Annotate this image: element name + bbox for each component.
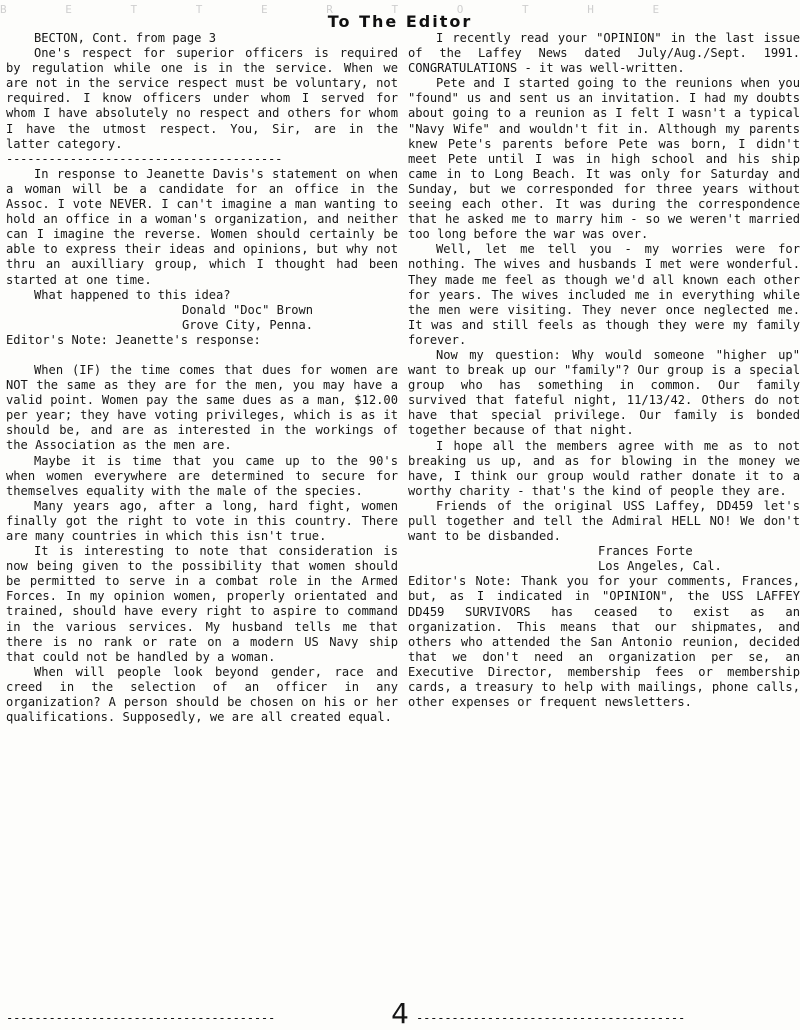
letter-paragraph: Pete and I started going to the reunions when you "found" us and sent us an invitation. I had my doubts about going to a reunion as I felt I wasn't a typical "Navy Wife" and wouldn't fit in. Although my parents knew Pete's parents before Pete was born, I didn't meet Pete until I was in high school and his ship came in to Long Beach. It was only for Saturday and Sunday, but we corresponded for three years without seeing each other. It was during the correspondence that he asked me to marry him - so we weren't married too long before the war was over.: [408, 76, 800, 242]
signature-name: Frances Forte: [598, 544, 693, 559]
editor-note: Editor's Note: Thank you for your comments, Frances, but, as I indicated in "OPINION", the USS LAFFEY DD459 SURVIVORS has ceased to exist as an organization. This means that our shipmates, and others who attended the San Antonio reunion, decided that we don't need an organization per se, an Executive Director, membership fees or membership cards, a treasury to help with mailings, phone calls, other expenses or frequent newsletters.: [408, 574, 800, 710]
response-paragraph: Many years ago, after a long, hard fight, women finally got the right to vote in this country. There are many countries in which this isn't true.: [6, 498, 398, 543]
footer-rule-left: --------------------------------------: [6, 1011, 276, 1025]
letter-paragraph: Friends of the original USS Laffey, DD459 let's pull together and tell the Admiral HELL NO! We don't want to be disbanded.: [408, 498, 800, 544]
letter-paragraph: One's respect for superior officers is required by regulation while one is in the service. When we are not in the service respect must be voluntary, not required. I know officers under whom I served for whom I have absolutely no respect and others for whom I have the utmost respect. You, Sir, are in the latter category.: [6, 46, 398, 151]
letter-paragraph: Well, let me tell you - my worries were for nothing. The wives and husbands I met were wonderful. They made me feel as though we'd all known each other for years. The wives included me in everything while the men were visiting. They never once neglected me. It was and still feels as though they were my family forever.: [408, 242, 800, 347]
letter-paragraph: In response to Jeanette Davis's statement on when a woman will be a candidate for an office in the Assoc. I vote NEVER. I can't imagine a man wanting to hold an office in a woman's organization, and neither can I imagine the reverse. Women should certainly be able to express their ideas and opinions, but why not thru an auxilliary group, which I thought had been started at one time.: [6, 166, 398, 287]
page-title: To The Editor: [327, 12, 473, 31]
response-paragraph: It is interesting to note that consideration is now being given to the possibility that women should be permitted to serve in a combat role in the Armed Forces. In my opinion women, properly orientated and trained, should have every right to aspire to command in the various services. My husband tells me that there is no rank or rate on a modern US Navy ship that could not be handled by a woman.: [6, 544, 398, 664]
bleed-through-header: B E T T E R T O T H E: [0, 3, 686, 16]
right-column: [408, 31, 800, 710]
left-column: [6, 31, 398, 725]
letter-paragraph: What happened to this idea?: [34, 287, 231, 302]
letter-paragraph: I recently read your "OPINION" in the last issue of the Laffey News dated July/Aug./Sept. 1991. CONGRATULATIONS - it was well-written.: [408, 31, 800, 76]
editor-note-heading: Editor's Note: Jeanette's response:: [6, 332, 261, 347]
spacer: [6, 348, 398, 363]
continuation-line: BECTON, Cont. from page 3: [34, 31, 217, 45]
response-paragraph: When (IF) the time comes that dues for women are NOT the same as they are for the men, you may have a valid point. Women pay the same dues as a man, $12.00 per year; they have voting privileges, which is as it should be, and are as interested in the workings of the Association as the men are.: [6, 362, 398, 453]
section-divider: ---------------------------------------: [6, 151, 283, 166]
response-paragraph: Maybe it is time that you came up to the 90's when women everywhere are determined to secure for themselves equality with the male of the species.: [6, 453, 398, 498]
signature-name: Donald "Doc" Brown: [182, 302, 314, 317]
footer-rule-right: --------------------------------------: [416, 1011, 686, 1025]
signature-place: Los Angeles, Cal.: [598, 559, 722, 574]
response-paragraph: When will people look beyond gender, race and creed in the selection of an officer in any organization? A person should be chosen on his or her qualifications. Supposedly, we are all created equal.: [6, 664, 398, 725]
letter-paragraph: I hope all the members agree with me as to not breaking us up, and as for blowing in the money we have, I think our group would rather donate it to a worthy charity - that's the kind of people they are.: [408, 438, 800, 498]
page-number: 4: [391, 997, 409, 1030]
letter-paragraph: Now my question: Why would someone "higher up" want to break up our "family"? Our group is a special group who has something in common. Our family survived that fateful night, 11/13/42. Others do not have that special privilege. Our family is bonded together because of that night.: [408, 347, 800, 438]
signature-place: Grove City, Penna.: [182, 317, 314, 332]
